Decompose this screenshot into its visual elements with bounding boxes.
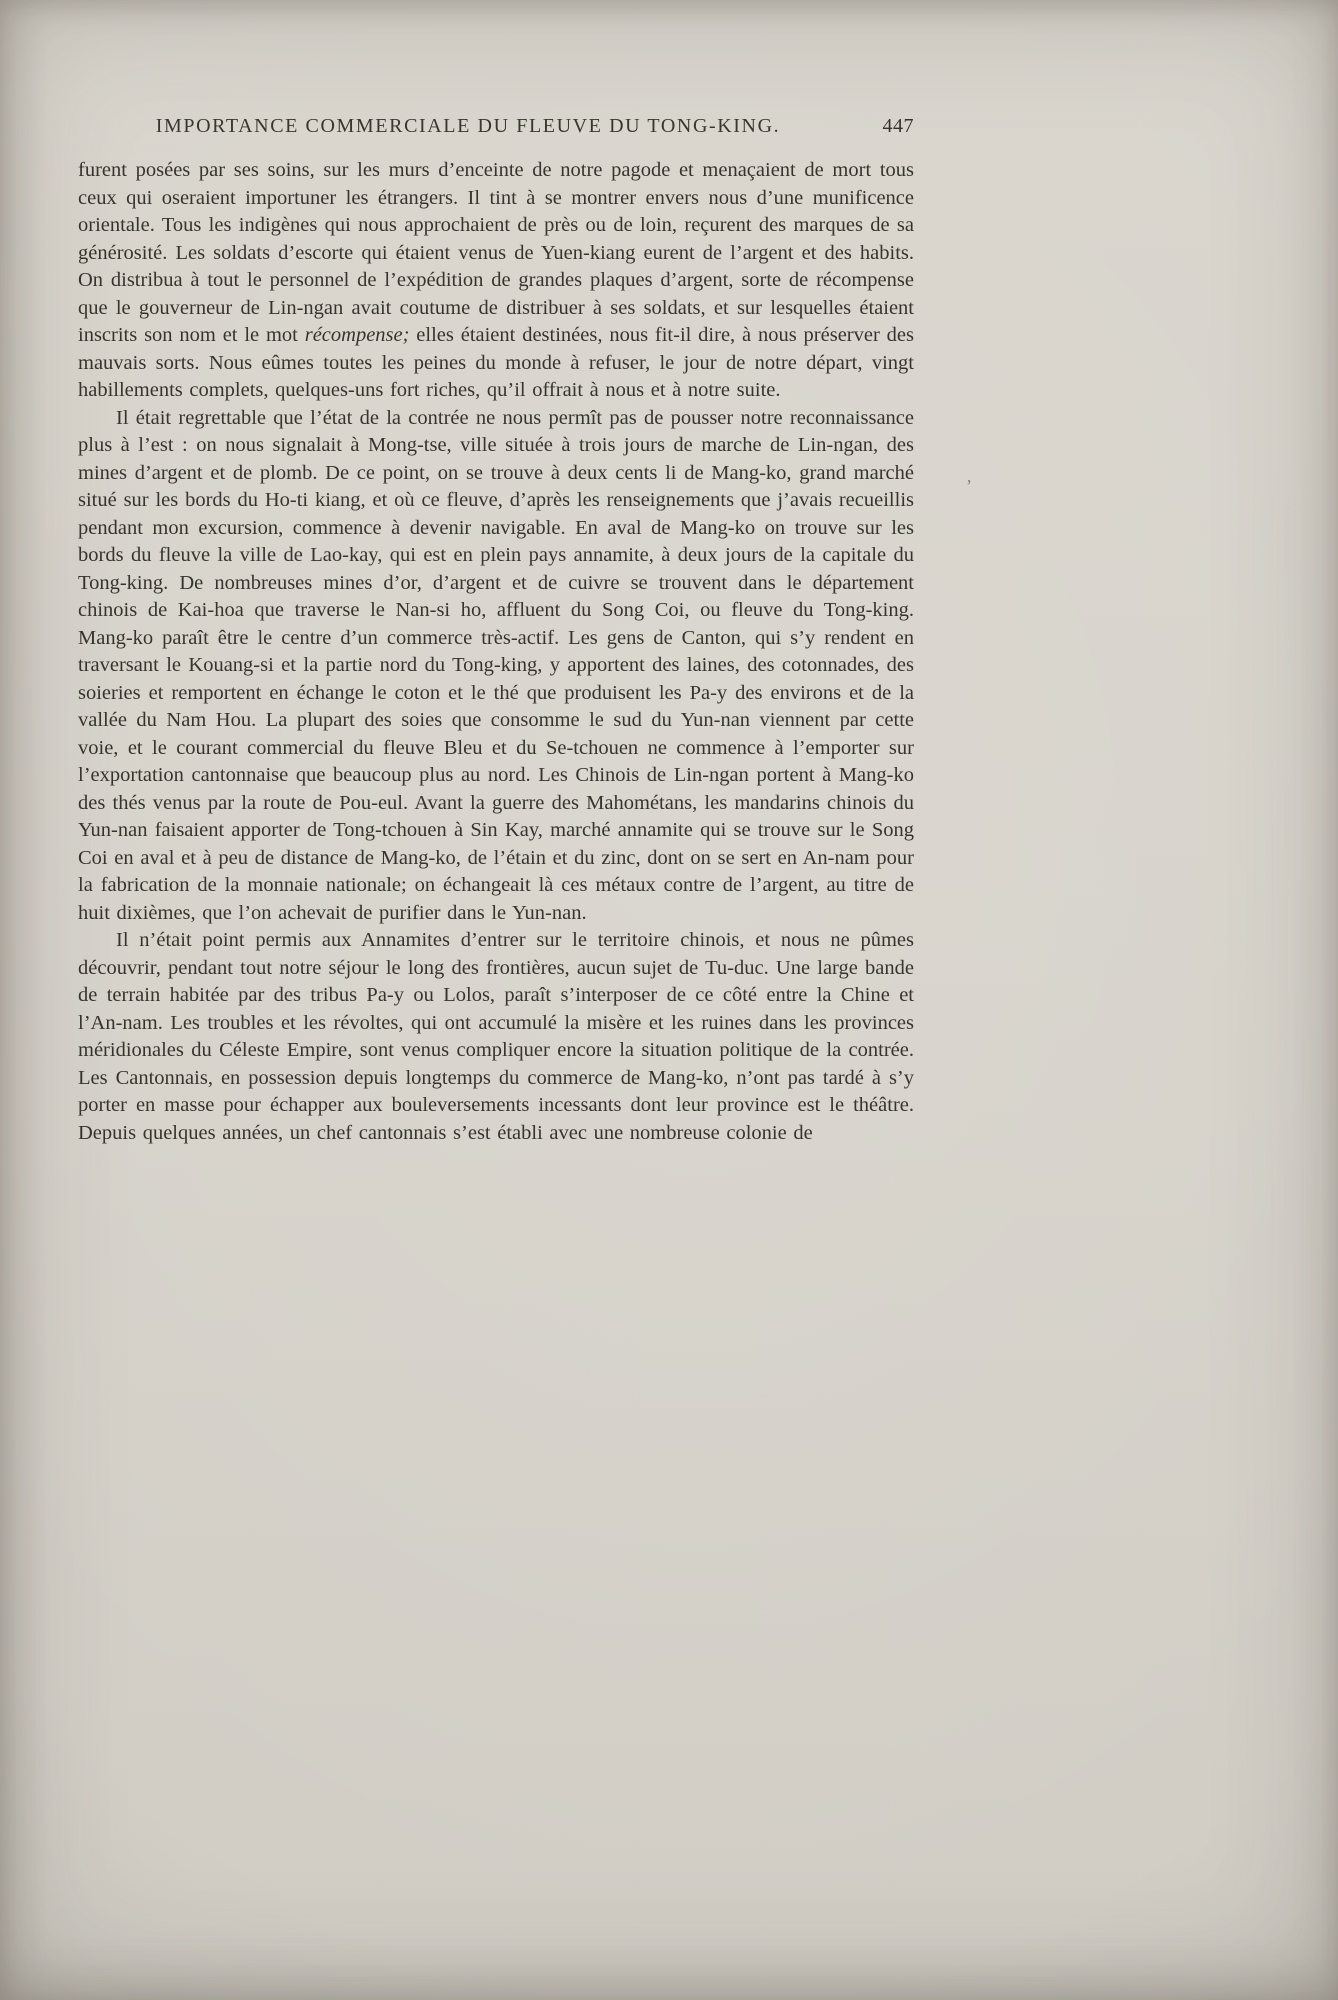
paragraph	[78, 405, 914, 928]
page-body	[78, 157, 914, 1147]
scan-artifact-mark: ’	[966, 476, 972, 496]
running-header	[78, 112, 914, 140]
paragraph	[78, 927, 914, 1147]
paragraph	[78, 157, 914, 405]
paragraph-segment-italic: récompense;	[304, 324, 410, 346]
page-title: IMPORTANCE COMMERCIALE DU FLEUVE DU TONG-KING.	[155, 115, 781, 137]
paragraph-segment: furent posées par ses soins, sur les murs d’enceinte de notre pagode et menaçaient de mort tous ceux qui oseraient importuner les étrangers. Il tint à se montrer envers nous d’une munificence orientale. Tous les indigènes qui nous approchaient de près ou de loin, reçurent des marques de sa générosité. Les soldats d’escorte qui étaient venus de Yuen-kiang eurent de l’argent et des habits. On distribua à tout le personnel de l’expédition de grandes plaques d’argent, sorte de récompense que le gouverneur de Lin-ngan avait coutume de distribuer à ses soldats, et sur lesquelles étaient inscrits son nom et le mot	[78, 159, 914, 346]
paragraph-segment: elles étaient destinées, nous fit-il dire, à nous préserver des mauvais sorts. Nous eûmes toutes les peines du monde à refuser, le jour de notre départ, vingt habillements complets, quelques-uns fort riches, qu’il offrait à nous et à notre suite.	[78, 324, 914, 401]
paragraph-segment: Il n’était point permis aux Annamites d’entrer sur le territoire chinois, et nous ne pûmes découvrir, pendant tout notre séjour le long des frontières, aucun sujet de Tu-duc. Une large bande de terrain habitée par des tribus Pa-y ou Lolos, paraît s’interposer de ce côté entre la Chine et l’An-nam. Les troubles et les révoltes, qui ont accumulé la misère et les ruines dans les provinces méridionales du Céleste Empire, sont venus compliquer encore la situation politique de la contrée. Les Cantonnais, en possession depuis longtemps du commerce de Mang-ko, n’ont pas tardé à s’y porter en masse pour échapper aux bouleversements incessants dont leur province est le théâtre. Depuis quelques années, un chef cantonnais s’est établi avec une nombreuse colonie de	[78, 929, 914, 1144]
paragraph-segment: Il était regrettable que l’état de la contrée ne nous permît pas de pousser notre reconnaissance plus à l’est : on nous signalait à Mong-tse, ville située à trois jours de marche de Lin-ngan, des mines d’argent et de plomb. De ce point, on se trouve à deux cents li de Mang-ko, grand marché situé sur les bords du Ho-ti kiang, et où ce fleuve, d’après les renseignements que j’avais recueillis pendant mon excursion, commence à devenir navigable. En aval de Mang-ko on trouve sur les bords du fleuve la ville de Lao-kay, qui est en plein pays annamite, à deux jours de la capitale du Tong-king. De nombreuses mines d’or, d’argent et de cuivre se trouvent dans le département chinois de Kai-hoa que traverse le Nan-si ho, affluent du Song Coi, ou fleuve du Tong-king. Mang-ko paraît être le centre d’un commerce très-actif. Les gens de Canton, qui s’y rendent en traversant le Kouang-si et la partie nord du Tong-king, y apportent des laines, des cotonnades, des soieries et remportent en échange le coton et le thé que produisent les Pa-y des environs et de la vallée du Nam Hou. La plupart des soies que consomme le sud du Yun-nan viennent par cette voie, et le courant commercial du fleuve Bleu et du Se-tchouen ne commence à l’emporter sur l’exportation cantonnaise que beaucoup plus au nord. Les Chinois de Lin-ngan portent à Mang-ko des thés venus par la route de Pou-eul. Avant la guerre des Mahométans, les mandarins chinois du Yun-nan faisaient apporter de Tong-tchouen à Sin Kay, marché annamite qui se trouve sur le Song Coi en aval et à peu de distance de Mang-ko, de l’étain et du zinc, dont on se sert en An-nam pour la fabrication de la monnaie nationale; on échangeait là ces métaux contre de l’argent, au titre de huit dixièmes, que l’on achevait de purifier dans le Yun-nan.	[78, 406, 914, 924]
page-content	[78, 112, 914, 1147]
page-number: 447	[882, 115, 914, 137]
